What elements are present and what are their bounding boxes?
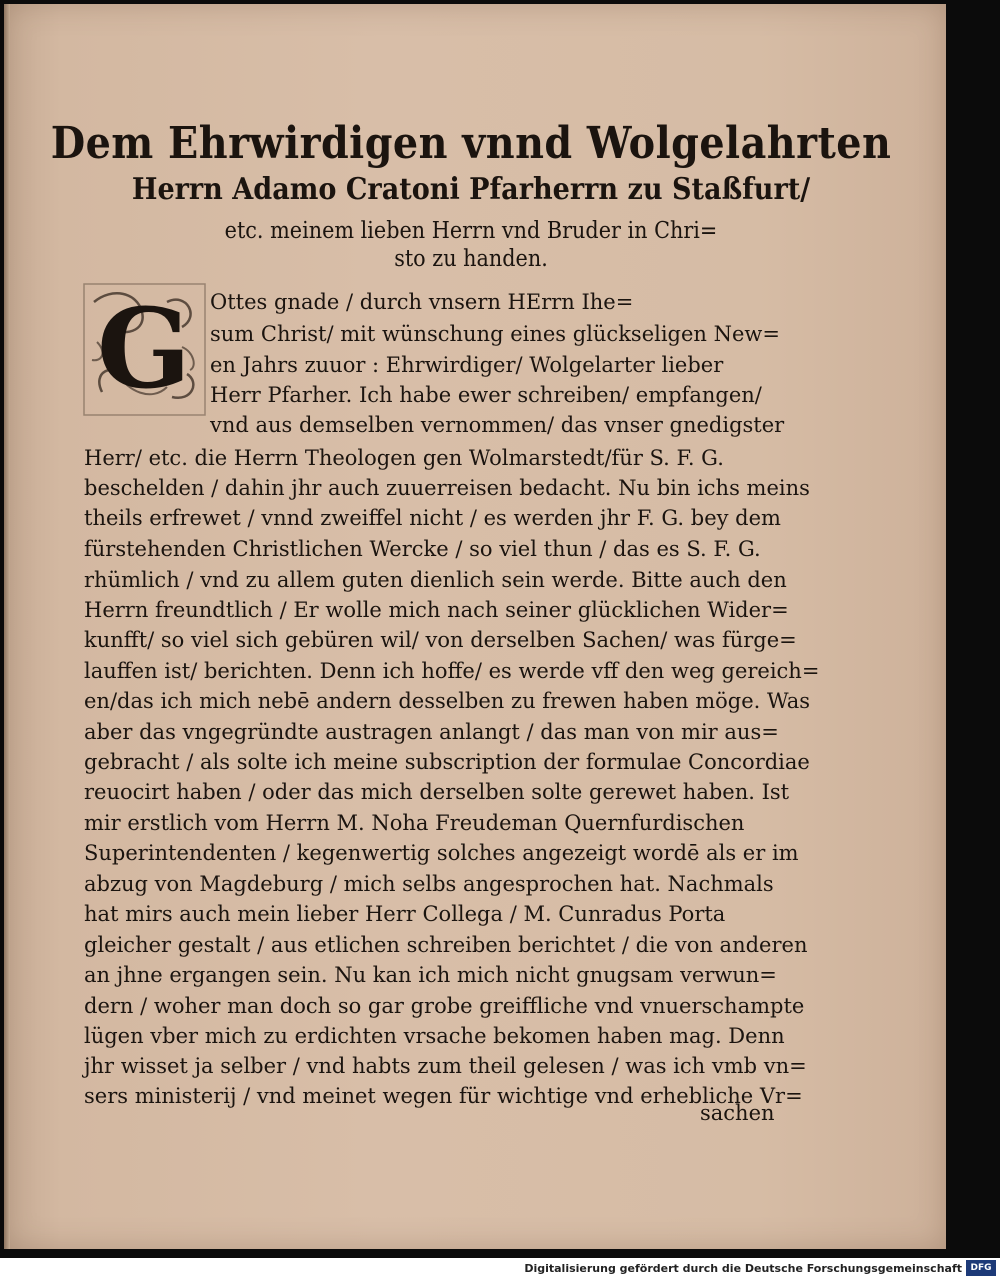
body-line: abzug von Magdeburg / mich selbs angesprochen hat. Nachmals	[84, 872, 774, 896]
body-line: kunfft/ so viel sich gebüren wil/ von derselben Sachen/ was fürge=	[84, 628, 797, 652]
body-line: en Jahrs zuuor : Ehrwirdiger/ Wolgelarter lieber	[210, 353, 724, 377]
footer-credit: Digitalisierung gefördert durch die Deutsche Forschungsgemeinschaft	[524, 1262, 962, 1275]
body-line: beschelden / dahin jhr auch zuuerreisen bedacht. Nu bin ichs meins	[84, 476, 810, 500]
body-line: jhr wisset ja selber / vnd habts zum theil gelesen / was ich vmb vn=	[84, 1054, 807, 1078]
body-line: aber das vngegründte austragen anlangt / das man von mir aus=	[84, 720, 779, 744]
body-line: sum Christ/ mit wünschung eines glückseligen New=	[210, 322, 781, 346]
body-line: vnd aus demselben vernommen/ das vnser gnedigster	[210, 413, 785, 437]
page-binding-edge	[4, 4, 10, 1249]
body-line: sers ministerij / vnd meinet wegen für wichtige vnd erhebliche Vr=	[84, 1084, 803, 1108]
body-line: gleicher gestalt / aus etlichen schreiben berichtet / die von anderen	[84, 933, 808, 957]
body-line: Herrn freundtlich / Er wolle mich nach seiner glücklichen Wider=	[84, 598, 789, 622]
body-line: Herr Pfarher. Ich habe ewer schreiben/ empfangen/	[210, 383, 762, 407]
body-line: reuocirt haben / oder das mich derselben solte gerewet haben. Ist	[84, 780, 790, 804]
body-line: rhümlich / vnd zu allem guten dienlich sein werde. Bitte auch den	[84, 568, 787, 592]
body-line: hat mirs auch mein lieber Herr Collega / M. Cunradus Porta	[84, 902, 726, 926]
body-line: theils erfrewet / vnnd zweiffel nicht / es werden jhr F. G. bey dem	[84, 506, 781, 530]
body-line: Superintendenten / kegenwertig solches angezeigt wordē als er im	[84, 841, 799, 865]
body-line: en/das ich mich nebē andern desselben zu frewen haben möge. Was	[84, 689, 811, 713]
body-line: lauffen ist/ berichten. Denn ich hoffe/ es werde vff den weg gereich=	[84, 659, 820, 683]
decorated-initial-icon	[82, 282, 207, 417]
body-line: Ottes gnade / durch vnsern HErrn Ihe=	[210, 290, 634, 314]
dfg-logo-icon: DFG	[966, 1260, 996, 1276]
catchword: sachen	[700, 1101, 775, 1125]
heading-line-3: etc. meinem lieben Herrn vnd Bruder in Chri=	[224, 218, 718, 244]
body-line: lügen vber mich zu erdichten vrsache bekomen haben mag. Denn	[84, 1024, 785, 1048]
body-line: Herr/ etc. die Herrn Theologen gen Wolmarstedt/für S. F. G.	[84, 446, 724, 470]
body-line: an jhne ergangen sein. Nu kan ich mich nicht gnugsam verwun=	[84, 963, 777, 987]
heading-line-2: Herrn Adamo Cratoni Pfarherrn zu Staßfurt/	[131, 172, 811, 207]
heading-line-1: Dem Ehrwirdigen vnnd Wolgelahrten	[50, 118, 892, 169]
heading-line-4: sto zu handen.	[394, 246, 548, 272]
body-line: gebracht / als solte ich meine subscription der formulae Concordiae	[84, 750, 810, 774]
body-line: dern / woher man doch so gar grobe greiffliche vnd vnuerschampte	[84, 994, 805, 1018]
body-line: mir erstlich vom Herrn M. Noha Freudeman Quernfurdischen	[84, 811, 745, 835]
body-line: fürstehenden Christlichen Wercke / so viel thun / das es S. F. G.	[84, 537, 761, 561]
drop-cap-letter: G	[97, 284, 191, 413]
